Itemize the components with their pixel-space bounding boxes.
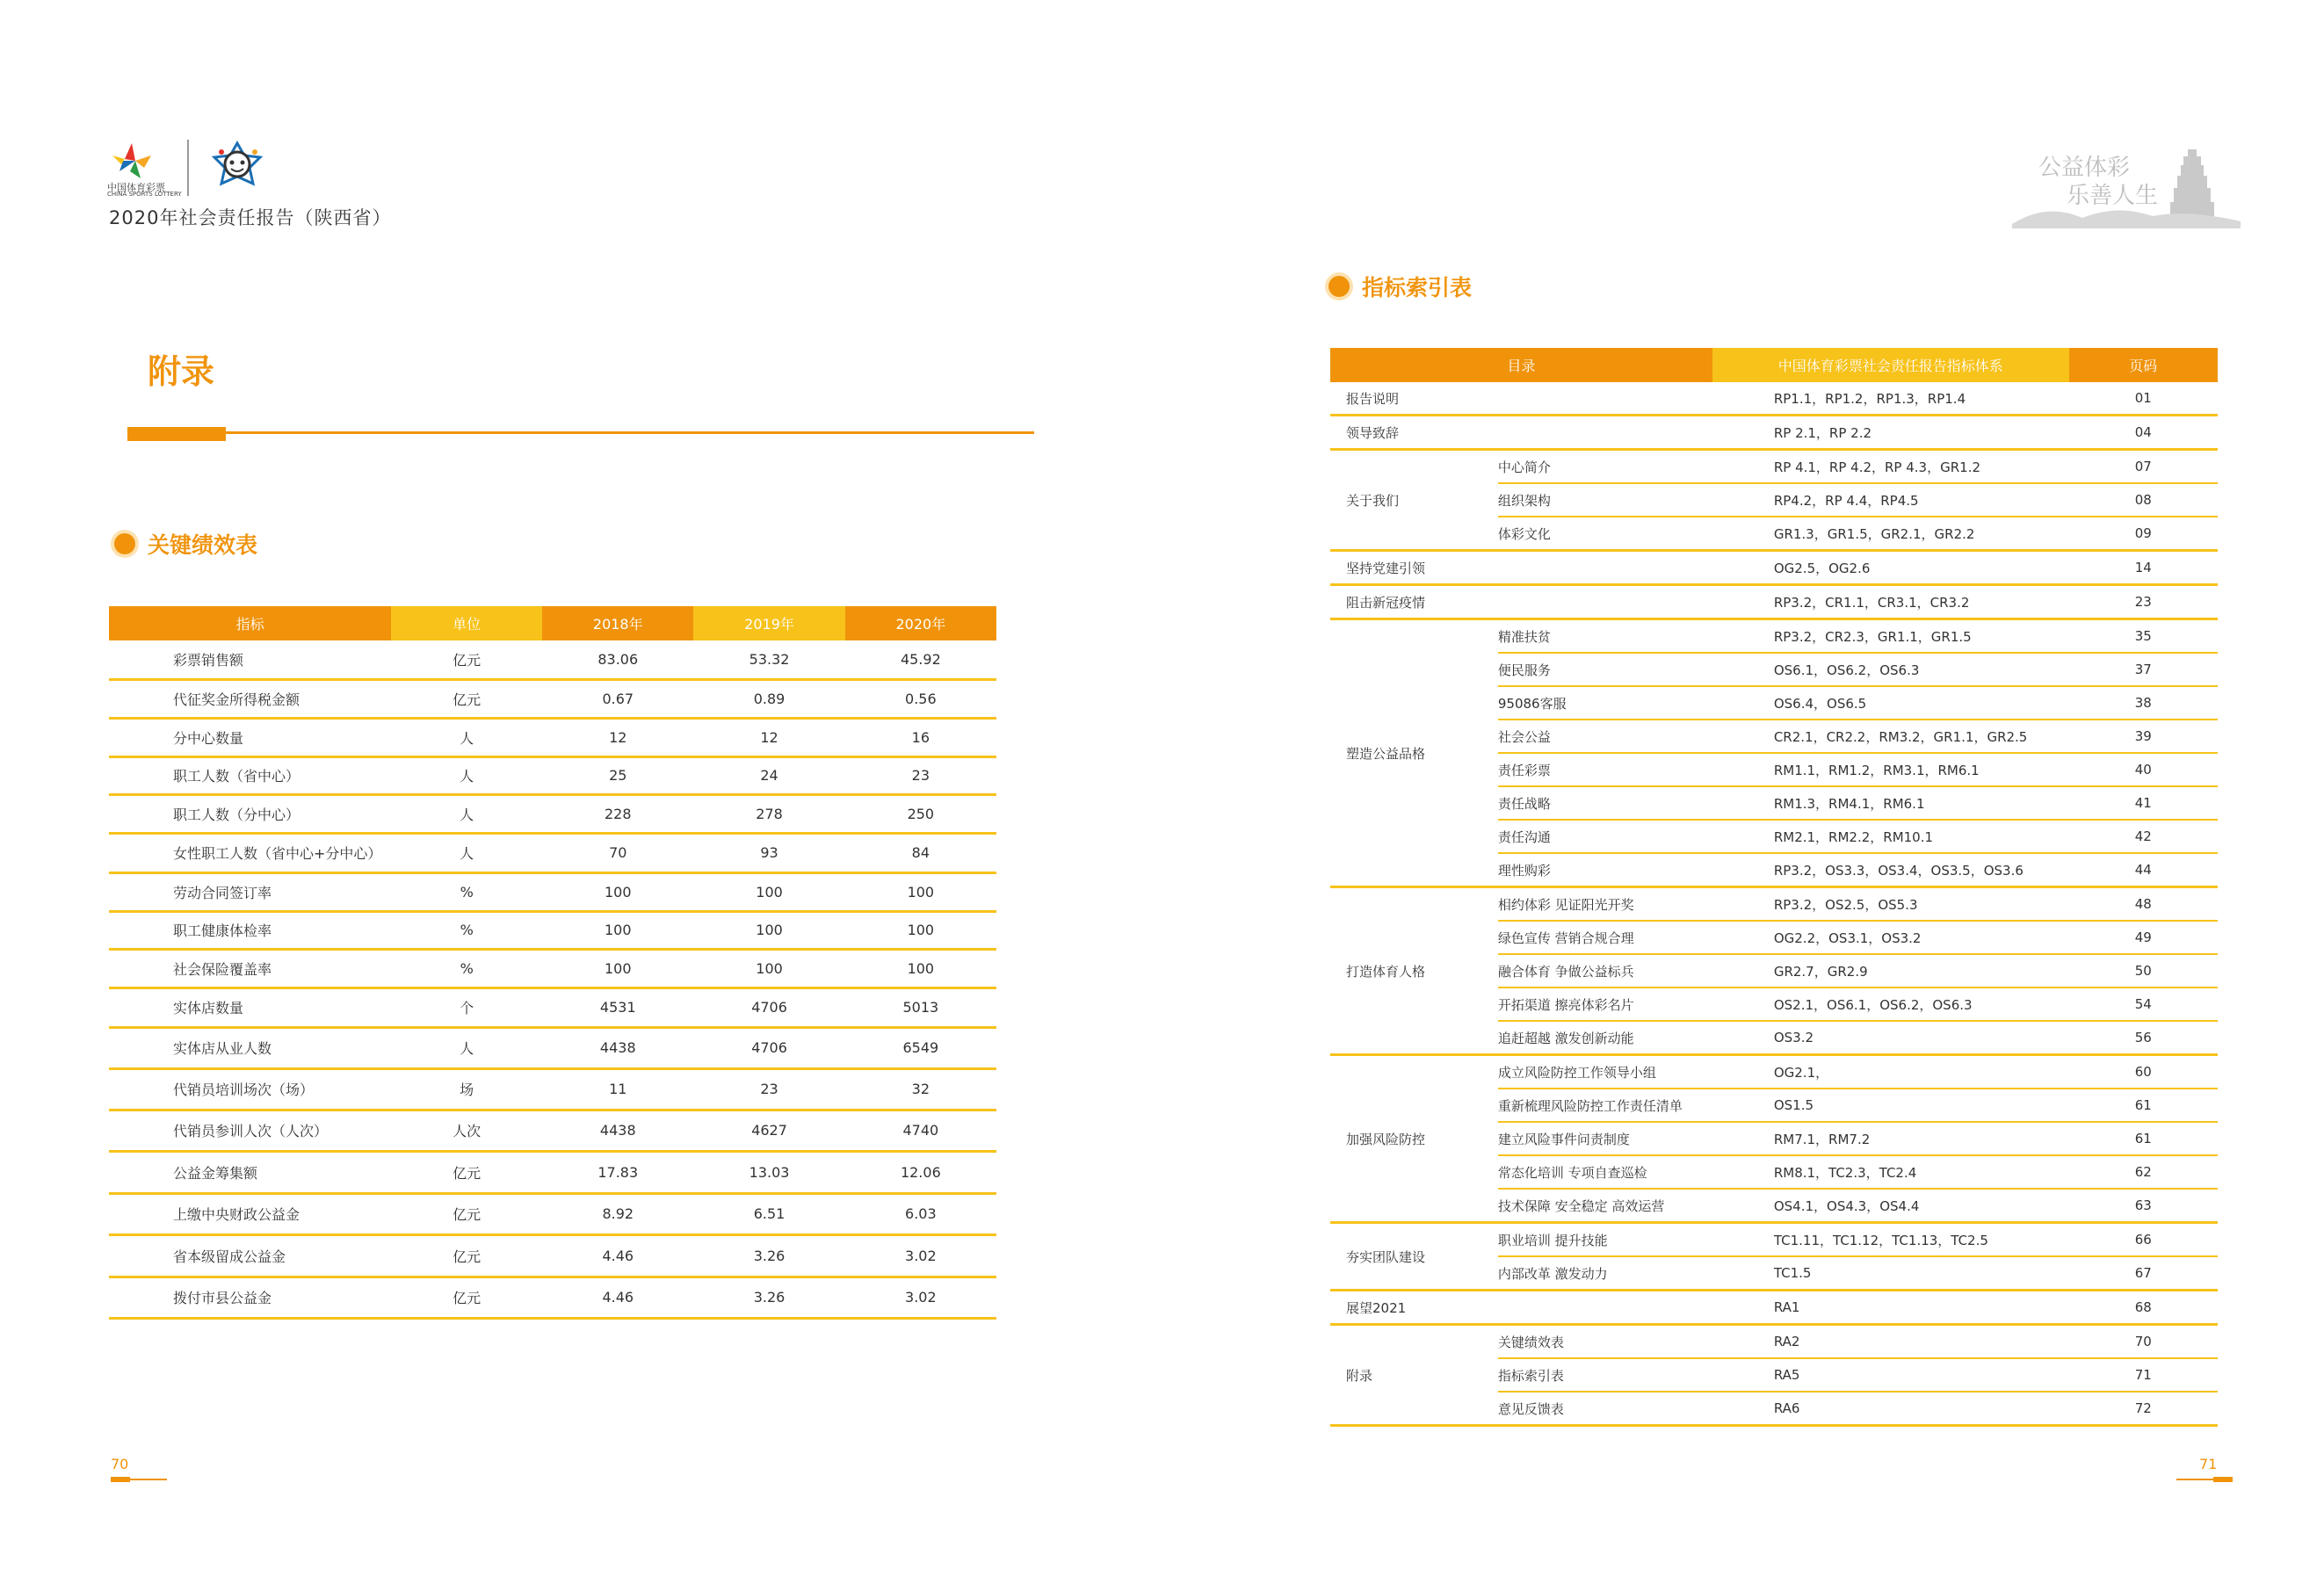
index-cell-code: OS2.1，OS6.1，OS6.2，OS6.3 (1712, 987, 2069, 1021)
index-cell-code: RM1.3，RM4.1，RM6.1 (1712, 786, 2069, 820)
index-cell-code: RA6 (1712, 1392, 2069, 1426)
index-cell-code: RP3.2，OS2.5，OS5.3 (1712, 887, 2069, 922)
index-header-page: 页码 (2069, 348, 2218, 382)
kpi-cell-unit: 人 (391, 1027, 542, 1068)
kpi-cell-2018: 4.46 (542, 1234, 693, 1277)
index-table-row (1330, 1325, 2218, 1359)
index-cell-category: 展望2021 (1330, 1291, 1498, 1325)
index-cell-page: 68 (2069, 1291, 2218, 1325)
kpi-cell-2018: 100 (542, 911, 693, 949)
index-table (1330, 348, 2218, 1427)
kpi-table-row (109, 1027, 996, 1068)
kpi-cell-indicator: 上缴中央财政公益金 (109, 1193, 391, 1234)
kpi-cell-2019: 4627 (693, 1110, 844, 1151)
index-cell-subitem: 中心简介 (1498, 450, 1712, 484)
page-number-left: 70 (111, 1456, 129, 1472)
index-cell-subitem: 意见反馈表 (1498, 1392, 1712, 1426)
page-number-right: 71 (2199, 1456, 2218, 1472)
kpi-cell-2019: 4706 (693, 1027, 844, 1068)
kpi-cell-unit: 个 (391, 987, 542, 1027)
kpi-cell-2020: 23 (845, 756, 996, 794)
kpi-cell-2018: 25 (542, 756, 693, 794)
kpi-table-row (109, 1234, 996, 1277)
index-cell-page: 72 (2069, 1392, 2218, 1426)
kpi-cell-2018: 100 (542, 872, 693, 911)
kpi-table-row (109, 1110, 996, 1151)
index-cell-page: 70 (2069, 1325, 2218, 1359)
kpi-table-row (109, 1068, 996, 1110)
index-cell-code: OS6.1，OS6.2，OS6.3 (1712, 653, 2069, 686)
index-cell-subitem: 责任战略 (1498, 786, 1712, 820)
kpi-cell-2020: 3.02 (845, 1277, 996, 1318)
kpi-cell-unit: 亿元 (391, 1193, 542, 1234)
pagoda-icon (2170, 149, 2214, 218)
kpi-cell-indicator: 省本级留成公益金 (109, 1234, 391, 1277)
index-cell-subitem: 融合体育 争做公益标兵 (1498, 954, 1712, 987)
kpi-cell-unit: 亿元 (391, 1277, 542, 1318)
index-cell-code: RM2.1，RM2.2，RM10.1 (1712, 820, 2069, 853)
slogan-line2: 乐善人生 (2067, 183, 2159, 209)
index-header-system: 中国体育彩票社会责任报告指标体系 (1712, 348, 2069, 382)
index-cell-page: 01 (2069, 382, 2218, 416)
kpi-cell-indicator: 实体店数量 (109, 987, 391, 1027)
index-cell-code: TC1.5 (1712, 1256, 2069, 1291)
index-cell-page: 37 (2069, 653, 2218, 686)
index-cell-code: CR2.1，CR2.2，RM3.2，GR1.1，GR2.5 (1712, 720, 2069, 753)
kpi-cell-indicator: 实体店从业人数 (109, 1027, 391, 1068)
index-cell-subitem: 组织架构 (1498, 483, 1712, 517)
index-cell-subitem: 相约体彩 见证阳光开奖 (1498, 887, 1712, 922)
kpi-table-row (109, 794, 996, 833)
kpi-table-row (109, 949, 996, 987)
index-cell-subitem: 责任彩票 (1498, 753, 1712, 786)
kpi-cell-2019: 53.32 (693, 640, 844, 679)
kpi-cell-indicator: 职工人数（分中心） (109, 794, 391, 833)
mascot-icon (214, 143, 260, 184)
star-logo-icon (112, 143, 151, 178)
kpi-cell-2019: 12 (693, 718, 844, 756)
kpi-table-title (114, 528, 257, 560)
index-cell-subitem: 社会公益 (1498, 720, 1712, 753)
kpi-cell-indicator: 分中心数量 (109, 718, 391, 756)
index-cell-code: RA1 (1712, 1291, 2069, 1325)
index-cell-subitem (1498, 551, 1712, 585)
kpi-header-unit: 单位 (391, 606, 542, 640)
report-title: 2020年社会责任报告（陕西省） (109, 207, 392, 228)
index-cell-subitem: 技术保障 安全稳定 高效运营 (1498, 1189, 1712, 1223)
kpi-cell-2019: 4706 (693, 987, 844, 1027)
kpi-cell-unit: 人 (391, 718, 542, 756)
index-cell-code: OS3.2 (1712, 1021, 2069, 1055)
kpi-cell-2020: 12.06 (845, 1151, 996, 1193)
index-cell-category: 加强风险防控 (1330, 1055, 1498, 1223)
index-cell-category: 报告说明 (1330, 382, 1498, 416)
index-cell-subitem: 责任沟通 (1498, 820, 1712, 853)
index-cell-page: 40 (2069, 753, 2218, 786)
brand-name-cn: 中国体育彩票 (107, 182, 165, 193)
kpi-cell-unit: 亿元 (391, 640, 542, 679)
kpi-cell-indicator: 职工人数（省中心） (109, 756, 391, 794)
index-cell-page: 50 (2069, 954, 2218, 987)
index-cell-page: 14 (2069, 551, 2218, 585)
page-number-line-right (2176, 1479, 2213, 1480)
kpi-header-2018: 2018年 (542, 606, 693, 640)
kpi-table-row (109, 833, 996, 872)
page-number-bar-left (111, 1477, 130, 1482)
kpi-cell-2020: 5013 (845, 987, 996, 1027)
index-cell-code: RP4.2，RP 4.4，RP4.5 (1712, 483, 2069, 517)
index-table-row (1330, 1055, 2218, 1089)
kpi-cell-2018: 4.46 (542, 1277, 693, 1318)
kpi-cell-unit: 亿元 (391, 1234, 542, 1277)
kpi-cell-2020: 6549 (845, 1027, 996, 1068)
index-cell-page: 60 (2069, 1055, 2218, 1089)
index-cell-page: 61 (2069, 1122, 2218, 1155)
bullet-dot-icon (1329, 276, 1350, 297)
index-cell-subitem: 体彩文化 (1498, 517, 1712, 551)
index-cell-subitem: 95086客服 (1498, 686, 1712, 720)
kpi-cell-2019: 13.03 (693, 1151, 844, 1193)
index-cell-page: 09 (2069, 517, 2218, 551)
kpi-cell-unit: % (391, 949, 542, 987)
index-cell-code: RP3.2，CR1.1，CR3.1，CR3.2 (1712, 585, 2069, 619)
index-header-row (1330, 348, 2218, 382)
index-cell-code: OG2.5，OG2.6 (1712, 551, 2069, 585)
kpi-cell-2019: 100 (693, 949, 844, 987)
index-cell-page: 56 (2069, 1021, 2218, 1055)
index-table-title-text: 指标索引表 (1362, 275, 1473, 300)
index-cell-page: 66 (2069, 1223, 2218, 1257)
title-rule-line (226, 431, 1034, 434)
kpi-cell-2018: 8.92 (542, 1193, 693, 1234)
index-cell-code: OG2.2，OS3.1，OS3.2 (1712, 921, 2069, 954)
kpi-table-row (109, 1193, 996, 1234)
index-cell-page: 48 (2069, 887, 2218, 922)
index-cell-page: 54 (2069, 987, 2218, 1021)
index-cell-subitem: 便民服务 (1498, 653, 1712, 686)
index-cell-page: 35 (2069, 619, 2218, 654)
kpi-cell-unit: 亿元 (391, 679, 542, 718)
index-cell-subitem (1498, 1291, 1712, 1325)
index-cell-code: RP 4.1，RP 4.2，RP 4.3，GR1.2 (1712, 450, 2069, 484)
index-cell-page: 63 (2069, 1189, 2218, 1223)
kpi-cell-indicator: 职工健康体检率 (109, 911, 391, 949)
index-cell-subitem: 建立风险事件问责制度 (1498, 1122, 1712, 1155)
kpi-cell-2020: 100 (845, 949, 996, 987)
kpi-cell-2020: 4740 (845, 1110, 996, 1151)
index-cell-code: OS4.1，OS4.3，OS4.4 (1712, 1189, 2069, 1223)
kpi-table-row (109, 911, 996, 949)
index-cell-category: 关于我们 (1330, 450, 1498, 551)
kpi-header-2019: 2019年 (693, 606, 844, 640)
kpi-header-row (109, 606, 996, 640)
index-cell-subitem (1498, 382, 1712, 416)
index-cell-page: 61 (2069, 1089, 2218, 1122)
index-table-row (1330, 585, 2218, 619)
kpi-cell-2019: 3.26 (693, 1277, 844, 1318)
kpi-cell-indicator: 社会保险覆盖率 (109, 949, 391, 987)
kpi-cell-2019: 278 (693, 794, 844, 833)
index-cell-code: RM8.1，TC2.3，TC2.4 (1712, 1155, 2069, 1189)
kpi-header-2020: 2020年 (845, 606, 996, 640)
brand-name-en: CHINA SPORTS LOTTERY (107, 191, 182, 198)
index-table-row (1330, 382, 2218, 416)
kpi-cell-2018: 4531 (542, 987, 693, 1027)
kpi-table-row (109, 1151, 996, 1193)
index-cell-page: 71 (2069, 1358, 2218, 1392)
index-table-row (1330, 619, 2218, 654)
kpi-cell-2019: 23 (693, 1068, 844, 1110)
index-cell-code: TC1.11，TC1.12，TC1.13，TC2.5 (1712, 1223, 2069, 1257)
kpi-table-row (109, 872, 996, 911)
kpi-table-row (109, 756, 996, 794)
kpi-cell-2018: 83.06 (542, 640, 693, 679)
index-cell-category: 附录 (1330, 1325, 1498, 1426)
index-cell-subitem: 重新梳理风险防控工作责任清单 (1498, 1089, 1712, 1122)
index-cell-code: RP3.2，CR2.3，GR1.1，GR1.5 (1712, 619, 2069, 654)
index-cell-code: RP1.1，RP1.2，RP1.3，RP1.4 (1712, 382, 2069, 416)
index-cell-page: 62 (2069, 1155, 2218, 1189)
index-cell-subitem (1498, 416, 1712, 450)
kpi-cell-2019: 100 (693, 911, 844, 949)
kpi-cell-unit: 人 (391, 794, 542, 833)
index-table-row (1330, 551, 2218, 585)
index-header-catalog: 目录 (1330, 348, 1712, 382)
index-table-row (1330, 1223, 2218, 1257)
title-rule-accent (127, 427, 226, 441)
index-cell-page: 08 (2069, 483, 2218, 517)
kpi-table-row (109, 987, 996, 1027)
index-cell-page: 07 (2069, 450, 2218, 484)
kpi-cell-unit: % (391, 872, 542, 911)
kpi-cell-2019: 6.51 (693, 1193, 844, 1234)
kpi-table-row (109, 679, 996, 718)
index-cell-subitem: 开拓渠道 擦亮体彩名片 (1498, 987, 1712, 1021)
index-cell-page: 39 (2069, 720, 2218, 753)
index-cell-category: 打造体育人格 (1330, 887, 1498, 1055)
kpi-cell-2019: 3.26 (693, 1234, 844, 1277)
kpi-cell-unit: 人 (391, 833, 542, 872)
kpi-cell-2020: 250 (845, 794, 996, 833)
index-cell-page: 41 (2069, 786, 2218, 820)
kpi-table-row (109, 640, 996, 679)
kpi-cell-2020: 45.92 (845, 640, 996, 679)
kpi-cell-unit: 场 (391, 1068, 542, 1110)
index-cell-category: 阻击新冠疫情 (1330, 585, 1498, 619)
index-cell-category: 坚持党建引领 (1330, 551, 1498, 585)
index-cell-code: RP3.2，OS3.3，OS3.4，OS3.5，OS3.6 (1712, 853, 2069, 887)
kpi-cell-2019: 0.89 (693, 679, 844, 718)
kpi-cell-unit: % (391, 911, 542, 949)
index-table-row (1330, 416, 2218, 450)
bullet-dot-icon (114, 533, 135, 554)
kpi-cell-2020: 0.56 (845, 679, 996, 718)
index-cell-subitem: 精准扶贫 (1498, 619, 1712, 654)
kpi-table-row (109, 1277, 996, 1318)
kpi-cell-indicator: 彩票销售额 (109, 640, 391, 679)
kpi-cell-2019: 100 (693, 872, 844, 911)
index-cell-subitem: 绿色宣传 营销合规合理 (1498, 921, 1712, 954)
kpi-cell-2018: 100 (542, 949, 693, 987)
index-cell-subitem: 内部改革 激发动力 (1498, 1256, 1712, 1291)
kpi-cell-indicator: 劳动合同签订率 (109, 872, 391, 911)
kpi-cell-2019: 93 (693, 833, 844, 872)
index-table-row (1330, 1291, 2218, 1325)
kpi-cell-2020: 6.03 (845, 1193, 996, 1234)
index-table-row (1330, 887, 2218, 922)
kpi-cell-2020: 84 (845, 833, 996, 872)
index-cell-code: OG2.1， (1712, 1055, 2069, 1089)
kpi-cell-indicator: 代销员参训人次（人次） (109, 1110, 391, 1151)
index-cell-code: RA5 (1712, 1358, 2069, 1392)
index-cell-subitem: 职业培训 提升技能 (1498, 1223, 1712, 1257)
kpi-cell-unit: 人次 (391, 1110, 542, 1151)
section-title: 附录 (148, 352, 215, 391)
index-cell-page: 38 (2069, 686, 2218, 720)
index-cell-category: 领导致辞 (1330, 416, 1498, 450)
kpi-cell-indicator: 公益金筹集额 (109, 1151, 391, 1193)
kpi-cell-2020: 3.02 (845, 1234, 996, 1277)
index-cell-page: 23 (2069, 585, 2218, 619)
kpi-cell-indicator: 拨付市县公益金 (109, 1277, 391, 1318)
index-cell-page: 49 (2069, 921, 2218, 954)
kpi-cell-indicator: 代销员培训场次（场） (109, 1068, 391, 1110)
index-cell-code: RA2 (1712, 1325, 2069, 1359)
index-cell-code: RM7.1，RM7.2 (1712, 1122, 2069, 1155)
kpi-cell-2020: 16 (845, 718, 996, 756)
index-cell-subitem: 指标索引表 (1498, 1358, 1712, 1392)
slogan-line1: 公益体彩 (2038, 155, 2131, 181)
index-cell-code: GR2.7，GR2.9 (1712, 954, 2069, 987)
index-cell-subitem: 理性购彩 (1498, 853, 1712, 887)
kpi-cell-unit: 人 (391, 756, 542, 794)
kpi-header-indicator: 指标 (109, 606, 391, 640)
kpi-table-row (109, 718, 996, 756)
kpi-cell-2018: 11 (542, 1068, 693, 1110)
kpi-cell-2018: 4438 (542, 1027, 693, 1068)
index-cell-subitem: 追赶超越 激发创新动能 (1498, 1021, 1712, 1055)
index-cell-page: 44 (2069, 853, 2218, 887)
index-cell-subitem: 关键绩效表 (1498, 1325, 1712, 1359)
index-cell-code: RM1.1，RM1.2，RM3.1，RM6.1 (1712, 753, 2069, 786)
kpi-cell-2020: 100 (845, 872, 996, 911)
kpi-cell-2018: 70 (542, 833, 693, 872)
kpi-table (109, 606, 996, 1320)
index-cell-code: GR1.3，GR1.5，GR2.1，GR2.2 (1712, 517, 2069, 551)
index-table-row (1330, 450, 2218, 484)
kpi-cell-2018: 228 (542, 794, 693, 833)
index-cell-code: OS1.5 (1712, 1089, 2069, 1122)
index-cell-code: OS6.4，OS6.5 (1712, 686, 2069, 720)
kpi-cell-2020: 100 (845, 911, 996, 949)
kpi-cell-indicator: 女性职工人数（省中心+分中心） (109, 833, 391, 872)
index-cell-subitem (1498, 585, 1712, 619)
kpi-cell-unit: 亿元 (391, 1151, 542, 1193)
kpi-cell-2018: 12 (542, 718, 693, 756)
kpi-cell-2018: 17.83 (542, 1151, 693, 1193)
index-cell-page: 04 (2069, 416, 2218, 450)
index-cell-category: 塑造公益品格 (1330, 619, 1498, 887)
index-cell-code: RP 2.1，RP 2.2 (1712, 416, 2069, 450)
index-cell-category: 夯实团队建设 (1330, 1223, 1498, 1291)
kpi-cell-2018: 4438 (542, 1110, 693, 1151)
kpi-table-title-text: 关键绩效表 (148, 532, 258, 558)
page-number-bar-right (2213, 1477, 2233, 1482)
page-number-line-left (130, 1479, 167, 1480)
kpi-cell-2019: 24 (693, 756, 844, 794)
kpi-cell-2020: 32 (845, 1068, 996, 1110)
index-table-title (1329, 271, 1472, 302)
kpi-cell-2018: 0.67 (542, 679, 693, 718)
index-cell-page: 42 (2069, 820, 2218, 853)
slogan-decoration (2012, 141, 2241, 228)
kpi-cell-indicator: 代征奖金所得税金额 (109, 679, 391, 718)
index-cell-subitem: 常态化培训 专项自查巡检 (1498, 1155, 1712, 1189)
index-cell-page: 67 (2069, 1256, 2218, 1291)
index-cell-subitem: 成立风险防控工作领导小组 (1498, 1055, 1712, 1089)
